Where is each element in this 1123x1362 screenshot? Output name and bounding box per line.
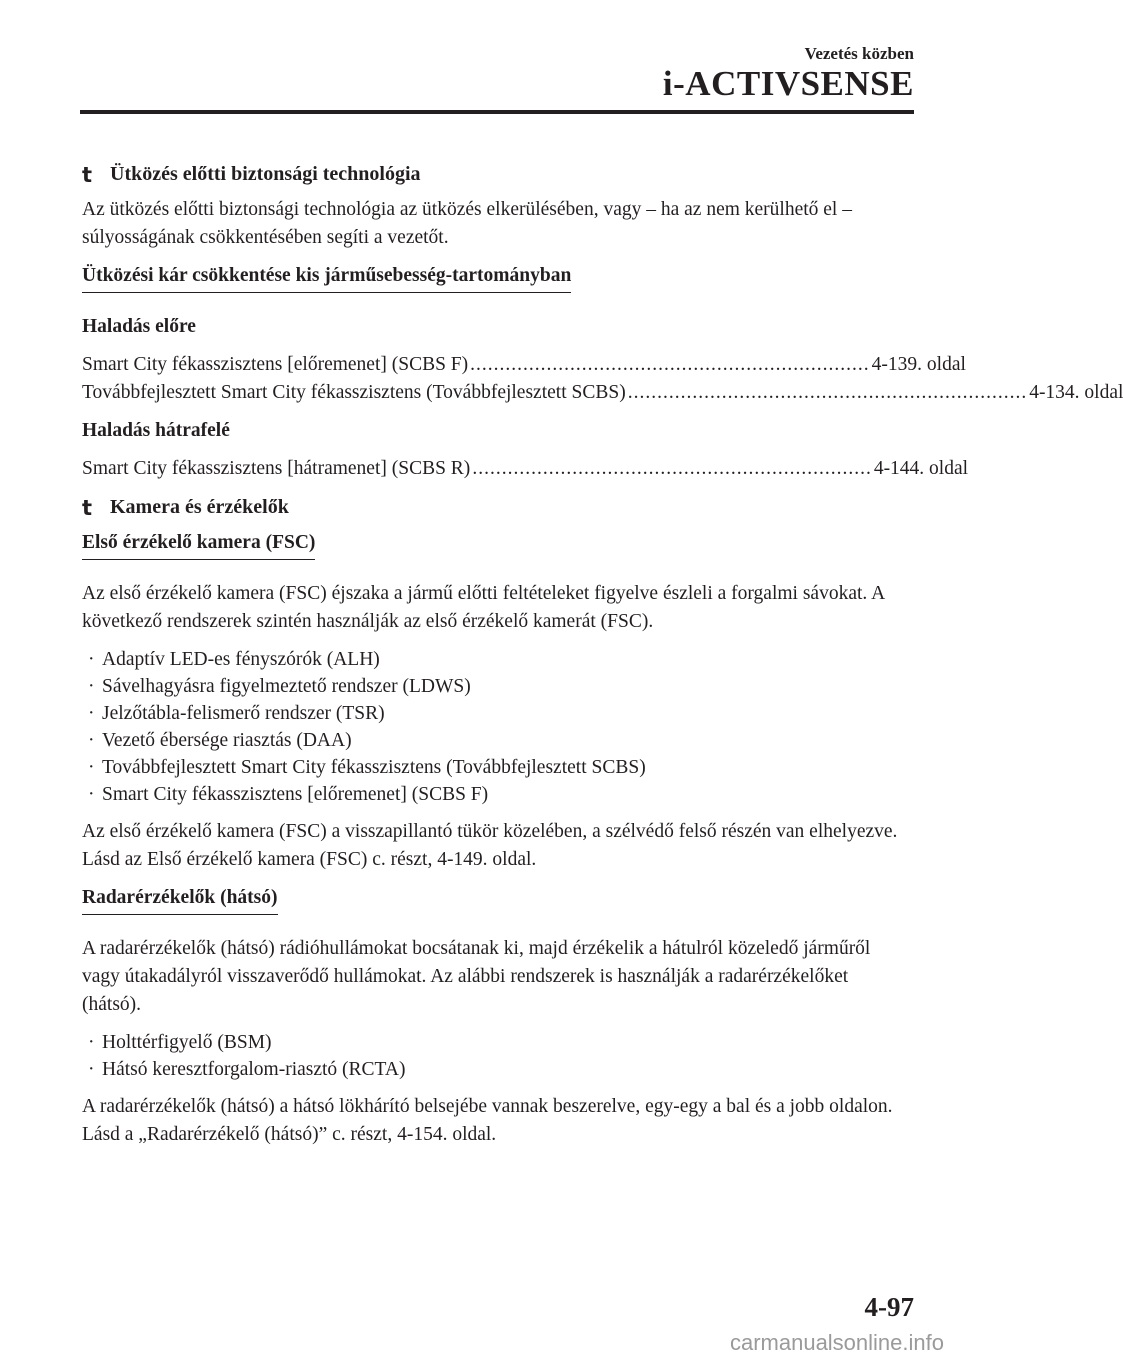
toc-page-ref: 4-139. oldal xyxy=(871,354,966,375)
subheading-fsc: Első érzékelő kamera (FSC) xyxy=(82,529,315,560)
section-heading-camera-sensors xyxy=(82,493,912,521)
list-item: · Smart City fékasszisztens [előremenet] (SCBS F) xyxy=(88,781,912,808)
bullet-icon: · xyxy=(88,676,95,697)
radar-reference[interactable]: Lásd a „Radarérzékelő (hátsó)” c. részt, 4-154. oldal. xyxy=(82,1124,497,1145)
list-item: · Sávelhagyásra figyelmeztető rendszer (LDWS) xyxy=(88,673,912,700)
toc-row[interactable]: Smart City fékasszisztens [hátramenet] (SCBS R) .................................................................... 4-144. oldal xyxy=(82,455,912,483)
subheading-low-speed: Ütközési kár csökkentése kis járműsebesség-tartományban xyxy=(82,262,571,293)
list-item: · Hátsó keresztforgalom-riasztó (RCTA) xyxy=(88,1056,912,1083)
fsc-system-list xyxy=(82,646,912,808)
subheading-radar: Radarérzékelők (hátsó) xyxy=(82,884,278,915)
chapter-label: Vezetés közben xyxy=(804,44,914,63)
section-title: Ütközés előtti biztonsági technológia xyxy=(110,163,421,185)
list-item: · Jelzőtábla-felismerő rendszer (TSR) xyxy=(88,700,912,727)
section-marker-icon: t xyxy=(82,163,93,187)
page-content xyxy=(82,160,1123,1159)
radar-system-list xyxy=(82,1029,912,1083)
fsc-intro: Az első érzékelő kamera (FSC) éjszaka a jármű előtti feltételeket figyelve észleli a forgalmi sávokat. A következő rendszerek szintén használják az első érzékelő kamerát (FSC). xyxy=(82,583,885,632)
fsc-reference[interactable]: Lásd az Első érzékelő kamera (FSC) c. részt, 4-149. oldal. xyxy=(82,849,537,870)
radar-location: A radarérzékelők (hátsó) a hátsó lökhárító belsejébe vannak beszerelve, egy-egy a bal és a jobb oldalon. xyxy=(82,1096,893,1117)
page-title: i-ACTIVSENSE xyxy=(662,64,914,103)
toc-reverse xyxy=(82,455,969,483)
bullet-icon: · xyxy=(88,703,95,724)
fsc-location: Az első érzékelő kamera (FSC) a visszapillantó tükör közelében, a szélvédő felső részén van elhelyezve. xyxy=(82,821,898,842)
toc-forward xyxy=(82,351,1123,407)
toc-page-ref: 4-134. oldal xyxy=(1029,382,1123,403)
bullet-icon: · xyxy=(88,1059,95,1080)
header-divider xyxy=(80,110,914,114)
heading-forward: Haladás előre xyxy=(82,316,196,337)
list-item: · Vezető ébersége riasztás (DAA) xyxy=(88,727,912,754)
page-number: 4-97 xyxy=(864,1292,914,1322)
section-heading-pre-collision xyxy=(82,160,912,188)
list-item: · Továbbfejlesztett Smart City fékasszisztens (Továbbfejlesztett SCBS) xyxy=(88,754,912,781)
toc-row[interactable]: Továbbfejlesztett Smart City fékasszisztens (Továbbfejlesztett SCBS) .................................................................... 4-134. oldal xyxy=(82,379,912,407)
bullet-icon: · xyxy=(88,730,95,751)
list-item: · Holttérfigyelő (BSM) xyxy=(88,1029,912,1056)
section-marker-icon: t xyxy=(82,496,93,520)
section-title: Kamera és érzékelők xyxy=(110,496,289,518)
toc-page-ref: 4-144. oldal xyxy=(873,458,969,479)
bullet-icon: · xyxy=(88,1032,95,1053)
list-item: · Adaptív LED-es fényszórók (ALH) xyxy=(88,646,912,673)
toc-row[interactable]: Smart City fékasszisztens [előremenet] (SCBS F) .................................................................... 4-139. oldal xyxy=(82,351,912,379)
bullet-icon: · xyxy=(88,784,95,805)
radar-intro: A radarérzékelők (hátsó) rádióhullámokat bocsátanak ki, majd érzékelik a hátulról közeledő járműről vagy útakadályról visszaverődő hullámokat. Az alábbi rendszerek is használják a radarérzékelőket (hátsó). xyxy=(82,938,871,1015)
bullet-icon: · xyxy=(88,757,95,778)
watermark: carmanualsonline.info xyxy=(729,1330,944,1355)
bullet-icon: · xyxy=(88,649,95,670)
section-intro: Az ütközés előtti biztonsági technológia az ütközés elkerülésében, vagy – ha az nem kerülhető el – súlyosságának csökkentésében segíti a vezetőt. xyxy=(82,199,852,248)
heading-reverse: Haladás hátrafelé xyxy=(82,420,230,441)
